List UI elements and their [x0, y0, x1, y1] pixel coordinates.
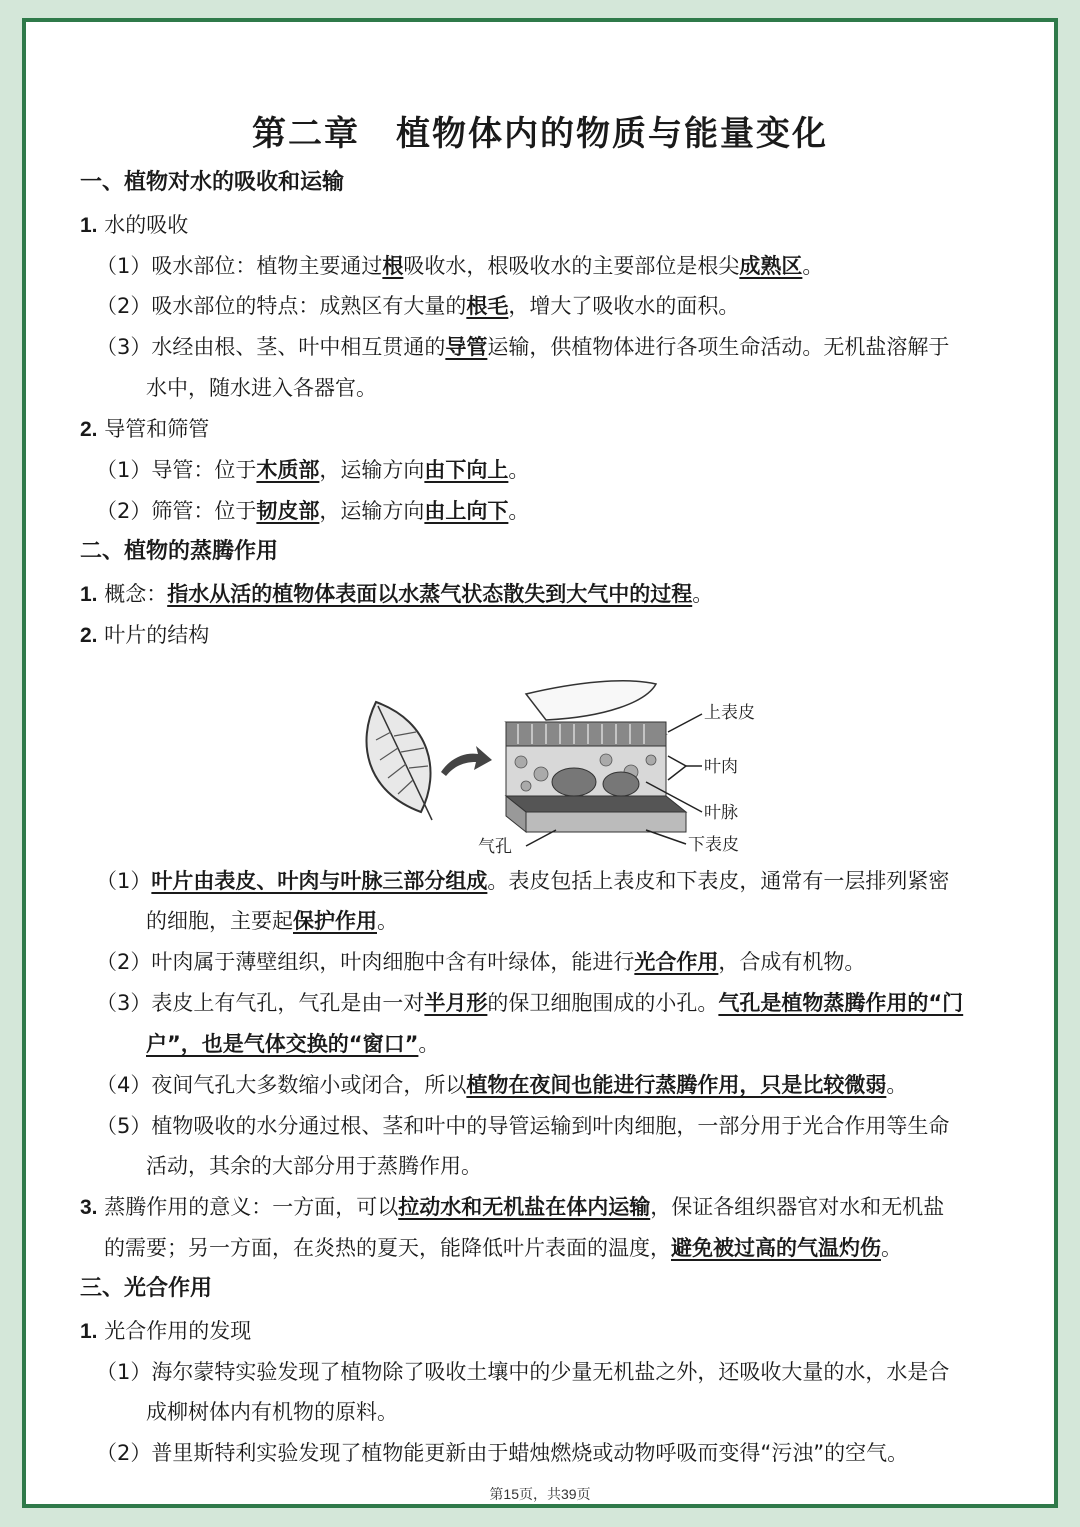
- item-absorption-feature: （2）吸水部位的特点：成熟区有大量的根毛，增大了吸收水的面积。: [96, 294, 740, 318]
- item-significance-line1: 3. 蒸腾作用的意义：一方面，可以拉动水和无机盐在体内运输，保证各组织器官对水和无机盐: [80, 1195, 945, 1219]
- label-vein: 叶脉: [704, 803, 738, 823]
- subheading-leaf-structure: 2. 叶片的结构: [80, 623, 210, 647]
- item-phloem: （2）筛管：位于韧皮部，运输方向由上向下。: [96, 499, 530, 523]
- document-page: [22, 18, 1058, 1508]
- section-heading-2: 二、植物的蒸腾作用: [80, 539, 279, 564]
- item-transpiration-concept: 1. 概念：指水从活的植物体表面以水蒸气状态散失到大气中的过程。: [80, 582, 714, 606]
- item-mesophyll: （2）叶肉属于薄壁组织，叶肉细胞中含有叶绿体，能进行光合作用，合成有机物。: [96, 950, 866, 974]
- item-significance-line2: 的需要；另一方面，在炎热的夏天，能降低叶片表面的温度，避免被过高的气温灼伤。: [104, 1236, 902, 1260]
- subheading-water-absorption: 1. 水的吸收: [80, 213, 189, 237]
- arrow-icon: [441, 746, 492, 776]
- label-mesophyll: 叶肉: [704, 757, 738, 777]
- label-stoma: 气孔: [478, 837, 512, 857]
- section-heading-1: 一、植物对水的吸收和运输: [80, 170, 345, 195]
- leaf-icon: [366, 702, 432, 820]
- item-helmont-line2: 成柳树体内有机物的原料。: [146, 1400, 398, 1424]
- item-priestley: （2）普里斯特利实验发现了植物能更新由于蜡烛燃烧或动物呼吸而变得“污浊”的空气。: [96, 1441, 909, 1465]
- item-stoma-line1: （3）表皮上有气孔，气孔是由一对半月形的保卫细胞围成的小孔。气孔是植物蒸腾作用的“门: [96, 991, 964, 1015]
- item-transport-line1: （3）水经由根、茎、叶中相互贯通的导管运输，供植物体进行各项生命活动。无机盐溶解于: [96, 335, 950, 359]
- item-helmont-line1: （1）海尔蒙特实验发现了植物除了吸收土壤中的少量无机盐之外，还吸收大量的水，水是合: [96, 1360, 950, 1384]
- label-upper-epidermis: 上表皮: [704, 703, 755, 723]
- page-footer: 第15页，共39页: [489, 1486, 591, 1502]
- section-heading-3: 三、光合作用: [80, 1276, 213, 1301]
- leaf-structure-diagram: [346, 662, 766, 862]
- item-absorption-site: （1）吸水部位：植物主要通过根吸收水，根吸收水的主要部位是根尖成熟区。: [96, 254, 824, 278]
- item-transport-line2: 水中，随水进入各器官。: [146, 376, 377, 400]
- item-water-use-line1: （5）植物吸收的水分通过根、茎和叶中的导管运输到叶肉细胞，一部分用于光合作用等生命: [96, 1114, 950, 1138]
- item-stoma-line2: 户”，也是气体交换的“窗口”。: [146, 1032, 440, 1056]
- item-leaf-parts-line2: 的细胞，主要起保护作用。: [146, 909, 398, 933]
- item-leaf-parts-line1: （1）叶片由表皮、叶肉与叶脉三部分组成。表皮包括上表皮和下表皮，通常有一层排列紧密: [96, 869, 950, 893]
- subheading-vessels: 2. 导管和筛管: [80, 417, 210, 441]
- item-xylem: （1）导管：位于木质部，运输方向由下向上。: [96, 458, 530, 482]
- item-night-stoma: （4）夜间气孔大多数缩小或闭合，所以植物在夜间也能进行蒸腾作用，只是比较微弱。: [96, 1073, 908, 1097]
- leaf-cross-section: [506, 681, 686, 832]
- label-lower-epidermis: 下表皮: [688, 835, 739, 855]
- item-water-use-line2: 活动，其余的大部分用于蒸腾作用。: [146, 1154, 482, 1178]
- page-title: 第二章 植物体内的物质与能量变化: [252, 114, 828, 154]
- subheading-photosynthesis-discovery: 1. 光合作用的发现: [80, 1319, 252, 1343]
